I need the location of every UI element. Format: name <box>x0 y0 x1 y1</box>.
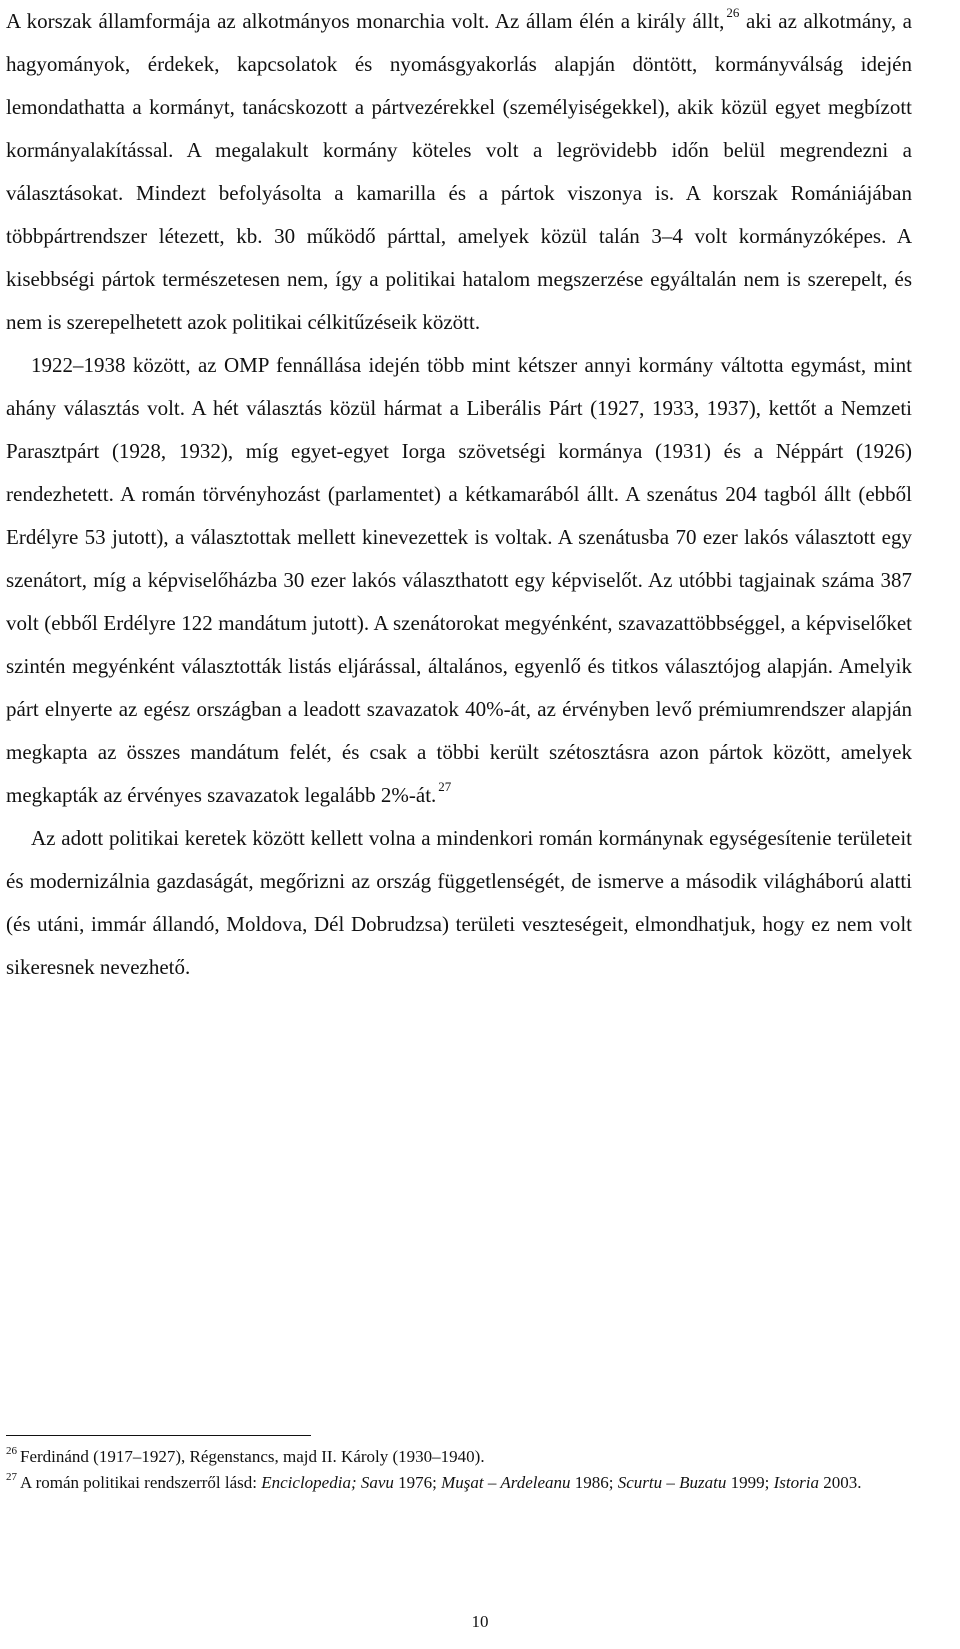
citation-italic: Enciclopedia; Savu <box>261 1473 394 1492</box>
footnote-text: 1976; <box>393 1473 442 1492</box>
citation-italic: Istoria <box>773 1473 819 1492</box>
footnote-ref-26[interactable]: 26 <box>726 5 740 20</box>
citation-italic: Muşat – Ardeleanu <box>441 1473 571 1492</box>
footnotes <box>6 1444 912 1496</box>
footnote-text: Ferdinánd (1917–1927), Régenstancs, majd II. Károly (1930–1940). <box>20 1447 485 1466</box>
page-number: 10 <box>471 1612 489 1631</box>
paragraph-2-text: 1922–1938 között, az OMP fennállása idején több mint kétszer annyi kormány váltotta egymást, mint ahány választás volt. A hét választás közül hármat a Liberális Párt (1927, 1933, 1937), kettőt a Nemzeti Parasztpárt (1928, 1932), míg egyet-egyet Iorga szövetségi kormánya (1931) és a Néppárt (1926) rendezhetett. A román törvényhozást (parlamentet) a kétkamarából állt. A szenátus 204 tagból állt (ebből Erdélyre 53 jutott), a választottak mellett kinevezettek is voltak. A szenátusba 70 ezer lakós választott egy szenátort, míg a képviselőházba 30 ezer lakós választhatott egy képviselőt. Az utóbbi tagjainak száma 387 volt (ebből Erdélyre 122 mandátum jutott). A szenátorokat megyénként, szavazattöbbséggel, a képviselőket szintén megyénként választották listás eljárással, általános, egyenlő és titkos választójog alapján. Amelyik párt elnyerte az egész országban a leadott szavazatok 40%-át, az érvényben levő prémiumrendszer alapján megkapta az összes mandátum felét, és csak a többi került szétosztásra azon pártok között, amelyek megkapták az érvényes szavazatok legalább 2%-át. <box>6 353 912 807</box>
paragraph-3-text: Az adott politikai keretek között kellett volna a mindenkori román kormánynak egységesítenie területeit és modernizálnia gazdaságát, megőrizni az ország függetlenségét, de ismerve a második világháború alatti (és utáni, immár állandó, Moldova, Dél Dobrudzsa) területi veszteségeit, elmondhatjuk, hogy ez nem volt sikeresnek nevezhető. <box>6 826 912 979</box>
footnote-27 <box>6 1470 912 1496</box>
footnote-ref-27[interactable]: 27 <box>438 779 452 794</box>
footnote-separator <box>6 1435 311 1436</box>
page-body <box>6 0 912 989</box>
paragraph-1 <box>6 0 912 344</box>
footnote-text: 1986; <box>570 1473 618 1492</box>
footnote-text: A román politikai rendszerről lásd: <box>20 1473 262 1492</box>
footnote-text: 1999; <box>726 1473 774 1492</box>
paragraph-1-continuation: aki az alkotmány, a hagyományok, érdekek, kapcsolatok és nyomásgyakorlás alapján döntött, kormányválság idején lemondathatta a kormányt, tanácskozott a pártvezérekkel (személyiségekkel), akik közül egyet megbízott kormányalakítással. A megalakult kormány köteles volt a legrövidebb időn belül megrendezni a választásokat. Mindezt befolyásolta a kamarilla és a pártok viszonya is. A korszak Romániájában többpártrendszer létezett, kb. 30 működő párttal, amelyek közül talán 3–4 volt kormányzóképes. A kisebbségi pártok természetesen nem, így a politikai hatalom megszerzése egyáltalán nem is szerepelt, és nem is szerepelhetett azok politikai célkitűzéseik között. <box>6 9 912 334</box>
paragraph-2 <box>6 344 912 817</box>
footnote-26 <box>6 1444 912 1470</box>
paragraph-3 <box>6 817 912 989</box>
citation-italic: Scurtu – Buzatu <box>617 1473 727 1492</box>
footnote-number: 27 <box>6 1471 17 1483</box>
paragraph-1-text: A korszak államformája az alkotmányos monarchia volt. Az állam élén a király állt, <box>6 9 725 33</box>
footnote-text: 2003. <box>818 1473 862 1492</box>
footnote-number: 26 <box>6 1445 17 1457</box>
